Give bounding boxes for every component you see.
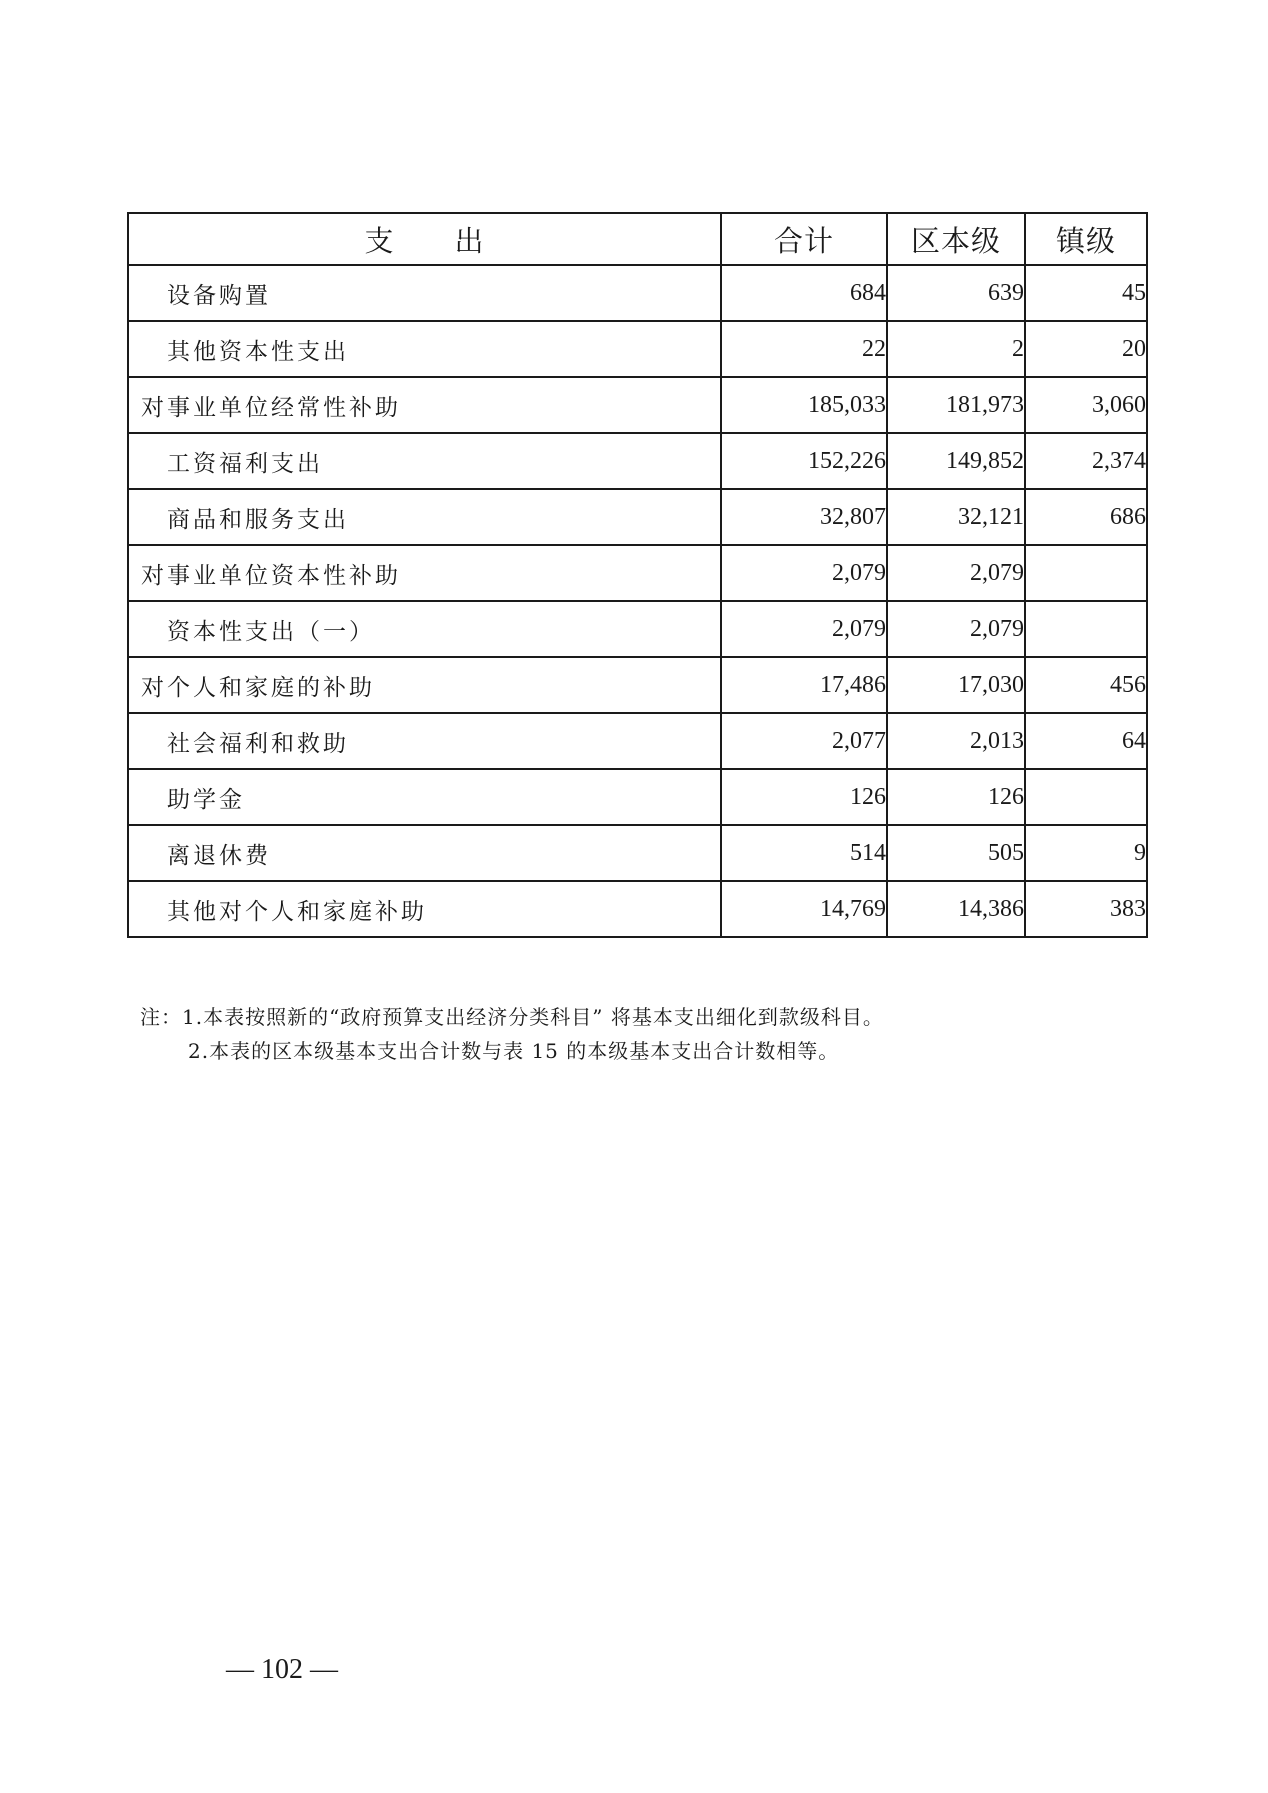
header-district-level: 区本级 (887, 213, 1025, 265)
row-total: 14,769 (721, 881, 887, 937)
table-row (128, 545, 1147, 601)
row-label: 其他对个人和家庭补助 (128, 881, 721, 937)
row-district: 32,121 (887, 489, 1025, 545)
row-district: 149,852 (887, 433, 1025, 489)
row-label: 助学金 (128, 769, 721, 825)
row-total: 514 (721, 825, 887, 881)
table-row (128, 657, 1147, 713)
row-label: 工资福利支出 (128, 433, 721, 489)
row-town (1025, 601, 1147, 657)
row-town (1025, 769, 1147, 825)
row-town (1025, 545, 1147, 601)
row-label: 设备购置 (128, 265, 721, 321)
table-row (128, 377, 1147, 433)
table-row (128, 881, 1147, 937)
row-total: 126 (721, 769, 887, 825)
header-total: 合计 (721, 213, 887, 265)
row-district: 2,079 (887, 545, 1025, 601)
table-row (128, 321, 1147, 377)
row-town: 64 (1025, 713, 1147, 769)
table-row (128, 825, 1147, 881)
row-town: 45 (1025, 265, 1147, 321)
row-district: 2 (887, 321, 1025, 377)
row-label: 社会福利和救助 (128, 713, 721, 769)
row-label: 资本性支出（一） (128, 601, 721, 657)
row-label: 其他资本性支出 (128, 321, 721, 377)
header-town-level: 镇级 (1025, 213, 1147, 265)
row-total: 185,033 (721, 377, 887, 433)
budget-table (127, 212, 1148, 938)
header-expenditure: 支 出 (128, 213, 721, 265)
row-town: 3,060 (1025, 377, 1147, 433)
table-row (128, 489, 1147, 545)
row-district: 2,079 (887, 601, 1025, 657)
table-row (128, 769, 1147, 825)
row-total: 17,486 (721, 657, 887, 713)
note-line-2: 2.本表的区本级基本支出合计数与表 15 的本级基本支出合计数相等。 (188, 1039, 840, 1063)
row-label: 离退休费 (128, 825, 721, 881)
row-total: 2,079 (721, 545, 887, 601)
table-row (128, 433, 1147, 489)
row-town: 686 (1025, 489, 1147, 545)
row-town: 2,374 (1025, 433, 1147, 489)
table-body (128, 265, 1147, 937)
row-total: 2,079 (721, 601, 887, 657)
row-total: 2,077 (721, 713, 887, 769)
table-notes (140, 1000, 884, 1068)
row-label: 商品和服务支出 (128, 489, 721, 545)
table-row (128, 265, 1147, 321)
row-total: 684 (721, 265, 887, 321)
row-town: 383 (1025, 881, 1147, 937)
row-town: 456 (1025, 657, 1147, 713)
row-label: 对个人和家庭的补助 (128, 657, 721, 713)
row-district: 17,030 (887, 657, 1025, 713)
table-row (128, 713, 1147, 769)
row-district: 505 (887, 825, 1025, 881)
row-total: 152,226 (721, 433, 887, 489)
row-district: 126 (887, 769, 1025, 825)
row-town: 20 (1025, 321, 1147, 377)
page-number: — 102 — (226, 1654, 338, 1685)
row-total: 22 (721, 321, 887, 377)
row-district: 639 (887, 265, 1025, 321)
row-district: 14,386 (887, 881, 1025, 937)
table-header-row (128, 213, 1147, 265)
row-district: 181,973 (887, 377, 1025, 433)
row-district: 2,013 (887, 713, 1025, 769)
row-total: 32,807 (721, 489, 887, 545)
table-row (128, 601, 1147, 657)
note-line-1: 注：1.本表按照新的“政府预算支出经济分类科目” 将基本支出细化到款级科目。 (140, 1005, 884, 1029)
row-label: 对事业单位经常性补助 (128, 377, 721, 433)
row-town: 9 (1025, 825, 1147, 881)
row-label: 对事业单位资本性补助 (128, 545, 721, 601)
